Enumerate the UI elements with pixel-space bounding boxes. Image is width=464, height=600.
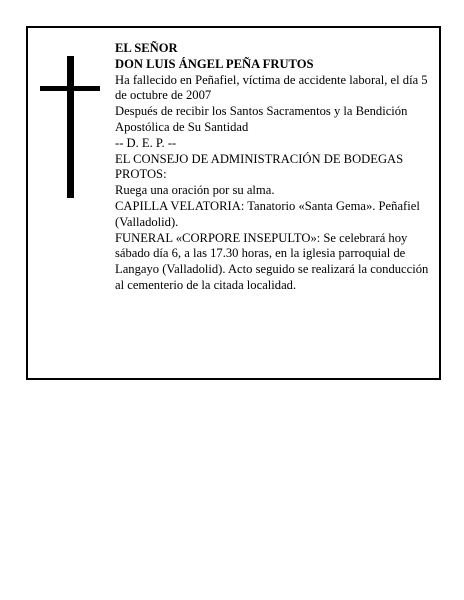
funeral-text: FUNERAL «CORPORE INSEPULTO»: Se celebrará hoy sábado día 6, a las 17.30 horas, en la iglesia parroquial de Langayo (Valladolid). Acto seguido se realizará la conducción al cementerio de la citada localidad.	[115, 230, 432, 292]
prayer-text: Ruega una oración por su alma.	[115, 183, 275, 198]
deceased-name: DON LUIS ÁNGEL PEÑA FRUTOS	[115, 56, 314, 71]
cross-horizontal-bar	[40, 86, 100, 91]
chapel-text: CAPILLA VELATORIA: Tanatorio «Santa Gema». Peñafiel (Valladolid).	[115, 198, 423, 229]
notice-text	[115, 41, 435, 294]
council-text: EL CONSEJO DE ADMINISTRACIÓN DE BODEGAS PROTOS:	[115, 151, 407, 182]
cross-vertical-bar	[67, 56, 74, 198]
rip-text: -- D. E. P. --	[115, 135, 177, 150]
death-notice: Ha fallecido en Peñafiel, víctima de accidente laboral, el día 5 de octubre de 2007	[115, 72, 431, 103]
sacraments-text: Después de recibir los Santos Sacramentos y la Bendición Apostólica de Su Santidad	[115, 104, 410, 134]
notice-title: EL SEÑOR	[115, 41, 178, 55]
obituary-notice	[26, 26, 441, 380]
